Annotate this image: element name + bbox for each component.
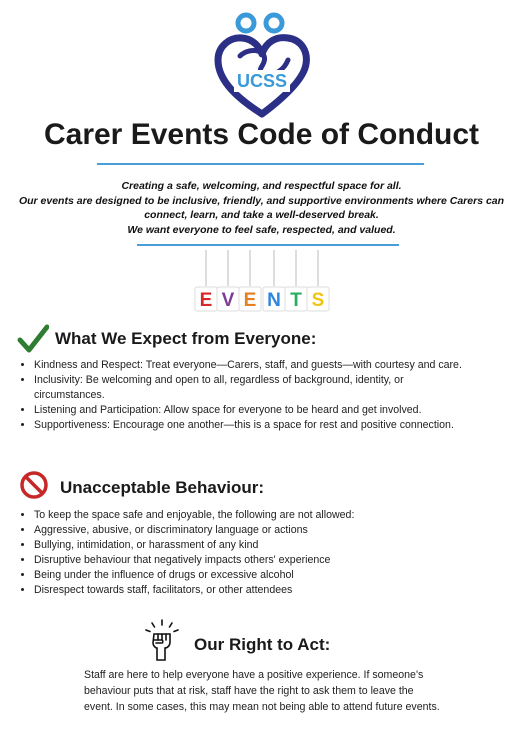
- list-item: • Kindness and Respect: Treat everyone—Carers, staff, and guests—with courtesy and care.: [34, 358, 522, 373]
- letter-block-v: [217, 287, 239, 311]
- events-letter: S: [311, 290, 325, 311]
- letter-block-t: [285, 287, 307, 311]
- ucss-logo: [210, 10, 314, 122]
- unacceptable-heading: Unacceptable Behaviour:: [60, 478, 265, 497]
- letter-block-e2: [239, 287, 261, 311]
- prohibited-icon: [19, 470, 49, 500]
- list-item: • Disruptive behaviour that negatively impacts others' experience: [34, 553, 522, 568]
- events-letter: N: [267, 290, 281, 311]
- intro-text: [0, 179, 523, 237]
- list-item: • Listening and Participation: Allow space for everyone to be heard and get involved.: [34, 403, 522, 418]
- raised-fist-icon: [143, 618, 181, 662]
- list-item-text: Inclusivity: Be welcoming and open to all, regardless of background, identity, or: [34, 373, 404, 386]
- paragraph-line: Staff are here to help everyone have a positive experience. If someone's: [84, 669, 424, 681]
- right-to-act-paragraph: [84, 667, 494, 715]
- intro-line: connect, learn, and take a well-deserved break.: [144, 209, 379, 221]
- expect-list: [12, 358, 522, 433]
- events-letter: E: [243, 290, 257, 311]
- title-divider: [97, 163, 424, 165]
- list-item: • Being under the influence of drugs or excessive alcohol: [34, 568, 522, 583]
- list-item: • Supportiveness: Encourage one another—this is a space for rest and positive connection.: [34, 418, 522, 433]
- list-item: • Aggressive, abusive, or discriminatory language or actions: [34, 523, 522, 538]
- list-item-text: circumstances.: [34, 388, 105, 401]
- list-item: [34, 373, 522, 403]
- paragraph-line: behaviour puts that at risk, staff have the right to ask them to leave the: [84, 685, 414, 697]
- events-hanging-letters: [192, 250, 332, 314]
- letter-block-e1: [195, 287, 217, 311]
- intro-line: Our events are designed to be inclusive, friendly, and supportive environments where Carers can: [18, 194, 505, 207]
- unacceptable-list: [12, 508, 522, 597]
- paragraph-line: event. In some cases, this may mean not being able to attend future events.: [84, 701, 440, 713]
- expect-heading: What We Expect from Everyone:: [55, 329, 317, 348]
- letter-block-n: [263, 287, 285, 311]
- string-lines: [206, 250, 318, 286]
- checkmark-icon: [17, 324, 49, 354]
- logo-text: UCSS: [236, 71, 288, 91]
- events-letter: V: [221, 290, 235, 311]
- list-item: • Bullying, intimidation, or harassment of any kind: [34, 538, 522, 553]
- intro-divider: [137, 244, 399, 246]
- list-item: • To keep the space safe and enjoyable, the following are not allowed:: [34, 508, 522, 523]
- intro-line: We want everyone to feel safe, respected, and valued.: [127, 223, 396, 236]
- intro-line: Creating a safe, welcoming, and respectful space for all.: [121, 180, 402, 192]
- events-letter: E: [199, 290, 213, 311]
- right-to-act-heading: Our Right to Act:: [194, 635, 331, 654]
- logo-circle-right: [266, 15, 282, 31]
- page-title: Carer Events Code of Conduct: [43, 118, 480, 151]
- letter-block-s: [307, 287, 329, 311]
- letter-blocks: [195, 287, 329, 311]
- events-letter: T: [290, 290, 302, 311]
- logo-circle-left: [238, 15, 254, 31]
- list-item: • Disrespect towards staff, facilitators, or other attendees: [34, 583, 522, 598]
